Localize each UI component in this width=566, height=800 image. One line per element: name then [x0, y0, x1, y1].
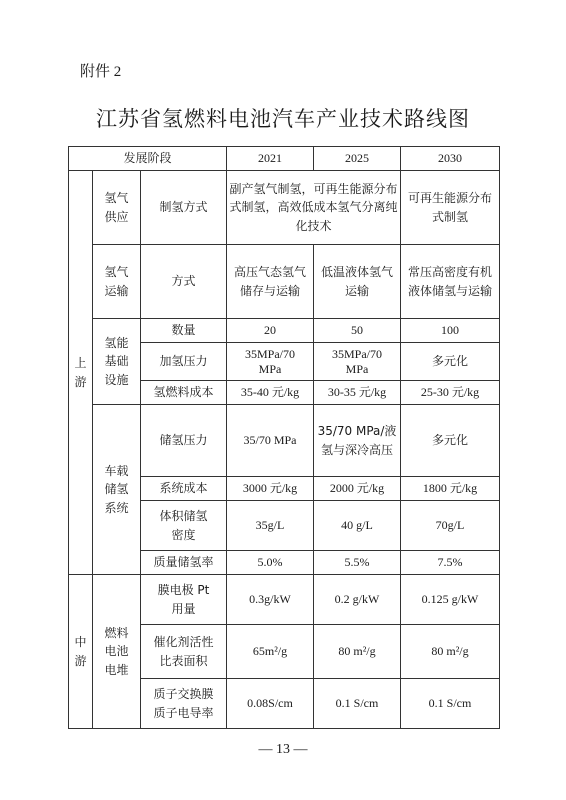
- cell-storage-pressure-2030: 多元化: [401, 405, 500, 477]
- cell-system-cost-2025: 2000 元/kg: [314, 477, 401, 501]
- roadmap-table: [68, 146, 500, 729]
- row-label-transport-method: 方式: [141, 245, 227, 319]
- cell-quantity-2030: 100: [401, 319, 500, 343]
- group-stack: [93, 575, 141, 729]
- row-label-fuel-cost: 氢燃料成本: [141, 381, 227, 405]
- cell-production-2030: 可再生能源分布式制氢: [401, 171, 500, 245]
- cell-refuel-pressure-2021: [227, 343, 314, 381]
- cell-fuel-cost-2021: 35-40 元/kg: [227, 381, 314, 405]
- table-row: [69, 319, 500, 343]
- cell-storage-pressure-2021: 35/70 MPa: [227, 405, 314, 477]
- header-stage: 发展阶段: [69, 147, 227, 171]
- row-label-pt-loading: [141, 575, 227, 625]
- cell-pt-loading-2025: 0.2 g/kW: [314, 575, 401, 625]
- section-midstream-label: 中游: [74, 634, 87, 668]
- cell-mass-ratio-2030: 7.5%: [401, 551, 500, 575]
- cell-fuel-cost-2030: 25-30 元/kg: [401, 381, 500, 405]
- cell-refuel-pressure-2030: 多元化: [401, 343, 500, 381]
- cell-transport-2030: 常压高密度有机液体储氢与运输: [401, 245, 500, 319]
- cell-catalyst-area-2021: 65m²/g: [227, 625, 314, 679]
- cell-catalyst-area-2025: 80 m²/g: [314, 625, 401, 679]
- cell-refuel-pressure-2025: [314, 343, 401, 381]
- cell-transport-2025: 低温液体氢气运输: [314, 245, 401, 319]
- group-stack-label: 燃料电池电堆: [104, 625, 129, 677]
- table-row: [69, 245, 500, 319]
- page-number: — 13 —: [258, 742, 308, 757]
- section-upstream-label: 上游: [74, 355, 87, 389]
- group-transport-label: 氢气运输: [104, 264, 129, 298]
- cell-volume-density-2030: 70g/L: [401, 501, 500, 551]
- row-label-production: 制氢方式: [141, 171, 227, 245]
- cell-system-cost-2030: 1800 元/kg: [401, 477, 500, 501]
- group-infra-label: 氢能基础设施: [104, 335, 129, 387]
- header-2021: 2021: [227, 147, 314, 171]
- row-label-volume-density-text: 体积储氢密度: [159, 508, 208, 542]
- header-2030: 2030: [401, 147, 500, 171]
- group-infra: [93, 319, 141, 405]
- row-label-quantity: 数量: [141, 319, 227, 343]
- group-supply: [93, 171, 141, 245]
- header-2025: 2025: [314, 147, 401, 171]
- table-row: [69, 575, 500, 625]
- row-label-storage-pressure: 储氢压力: [141, 405, 227, 477]
- cell-quantity-2025: 50: [314, 319, 401, 343]
- cell-conductivity-2030: 0.1 S/cm: [401, 679, 500, 729]
- cell-volume-density-2025: 40 g/L: [314, 501, 401, 551]
- cell-system-cost-2021: 3000 元/kg: [227, 477, 314, 501]
- page-title: 江苏省氢燃料电池汽车产业技术路线图: [96, 107, 470, 131]
- cell-mass-ratio-2025: 5.5%: [314, 551, 401, 575]
- row-label-catalyst-area-text: 催化剂活性比表面积: [153, 634, 214, 668]
- cell-volume-density-2021: 35g/L: [227, 501, 314, 551]
- row-label-system-cost: 系统成本: [141, 477, 227, 501]
- group-transport: [93, 245, 141, 319]
- group-supply-label: 氢气供应: [104, 190, 129, 224]
- cell-pt-loading-2021: 0.3g/kW: [227, 575, 314, 625]
- cell-mass-ratio-2021: 5.0%: [227, 551, 314, 575]
- cell-catalyst-area-2030: 80 m²/g: [401, 625, 500, 679]
- row-label-conductivity-text: 质子交换膜质子电导率: [153, 686, 214, 720]
- cell-storage-pressure-2025: 35/70 MPa/液氢与深冷高压: [314, 405, 401, 477]
- row-label-mass-ratio: 质量储氢率: [141, 551, 227, 575]
- section-upstream: [69, 171, 93, 575]
- cell-quantity-2021: 20: [227, 319, 314, 343]
- cell-production-2021-2025: 副产氢气制氢，可再生能源分布式制氢，高效低成本氢气分离纯化技术: [227, 171, 401, 245]
- table-row: [69, 171, 500, 245]
- cell-refuel-pressure-2021-text: 35MPa/70 MPa: [244, 347, 295, 376]
- row-label-refuel-pressure: 加氢压力: [141, 343, 227, 381]
- cell-fuel-cost-2025: 30-35 元/kg: [314, 381, 401, 405]
- row-label-conductivity: [141, 679, 227, 729]
- table-header-row: [69, 147, 500, 171]
- group-vehicle: [93, 405, 141, 575]
- cell-conductivity-2025: 0.1 S/cm: [314, 679, 401, 729]
- cell-pt-loading-2030: 0.125 g/kW: [401, 575, 500, 625]
- attachment-label: 附件 2: [80, 64, 122, 80]
- row-label-pt-loading-text: 膜电极 Pt 用量: [157, 582, 210, 616]
- row-label-volume-density: [141, 501, 227, 551]
- group-vehicle-label: 车载储氢系统: [104, 463, 129, 515]
- cell-transport-2021: 高压气态氢气储存与运输: [227, 245, 314, 319]
- cell-refuel-pressure-2025-text: 35MPa/70 MPa: [331, 347, 382, 376]
- table-row: [69, 405, 500, 477]
- section-midstream: [69, 575, 93, 729]
- row-label-catalyst-area: [141, 625, 227, 679]
- cell-conductivity-2021: 0.08S/cm: [227, 679, 314, 729]
